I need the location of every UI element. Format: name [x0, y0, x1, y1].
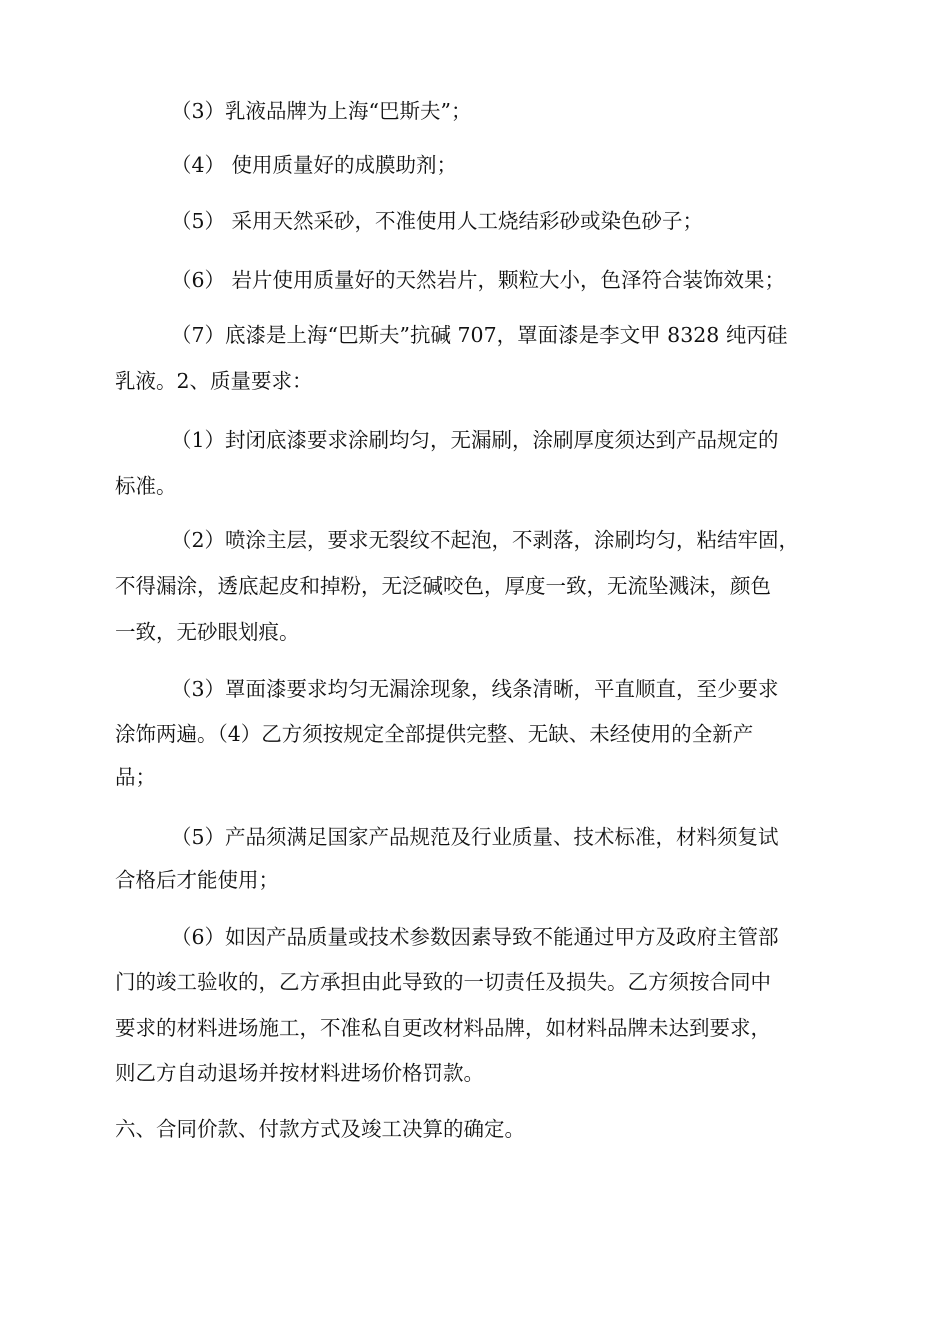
- text-line: （3）罩面漆要求均匀无漏涂现象，线条清晰，平直顺直，至少要求: [171, 677, 779, 701]
- text-line: 乳液。2、质量要求：: [115, 369, 313, 393]
- text-line: 一致，无砂眼划痕。: [115, 620, 300, 644]
- text-line: （1）封闭底漆要求涂刷均匀，无漏刷，涂刷厚度须达到产品规定的: [171, 428, 779, 452]
- text-line: （5）产品须满足国家产品规范及行业质量、技术标准，材料须复试: [171, 825, 779, 849]
- text-line: （3）乳液品牌为上海“巴斯夫”；: [171, 99, 472, 123]
- text-line: 涂饰两遍。（4）乙方须按规定全部提供完整、无缺、未经使用的全新产: [115, 722, 754, 746]
- text-line: （6） 岩片使用质量好的天然岩片，颗粒大小，色泽符合装饰效果；: [171, 268, 786, 292]
- text-line: （7）底漆是上海“巴斯夫”抗碱 707，罩面漆是李文甲 8328 纯丙硅: [171, 323, 788, 347]
- text-line: 品；: [115, 765, 156, 789]
- text-line: 门的竣工验收的，乙方承担由此导致的一切责任及损失。乙方须按合同中: [115, 970, 771, 994]
- text-line: （4） 使用质量好的成膜助剂；: [171, 153, 458, 177]
- section-heading: 六、合同价款、付款方式及竣工决算的确定。: [115, 1117, 525, 1141]
- text-line: 要求的材料进场施工，不准私自更改材料品牌，如材料品牌未达到要求，: [115, 1016, 771, 1040]
- text-line: 不得漏涂，透底起皮和掉粉，无泛碱咬色，厚度一致，无流坠溅沫，颜色: [115, 574, 771, 598]
- text-line: 合格后才能使用；: [115, 868, 279, 892]
- text-line: （2）喷涂主层，要求无裂纹不起泡，不剥落，涂刷均匀，粘结牢固，: [171, 528, 800, 552]
- text-line: 则乙方自动退场并按材料进场价格罚款。: [115, 1061, 484, 1085]
- text-line: 标准。: [115, 474, 177, 498]
- text-line: （6）如因产品质量或技术参数因素导致不能通过甲方及政府主管部: [171, 925, 779, 949]
- text-line: （5） 采用天然采砂，不准使用人工烧结彩砂或染色砂子；: [171, 209, 704, 233]
